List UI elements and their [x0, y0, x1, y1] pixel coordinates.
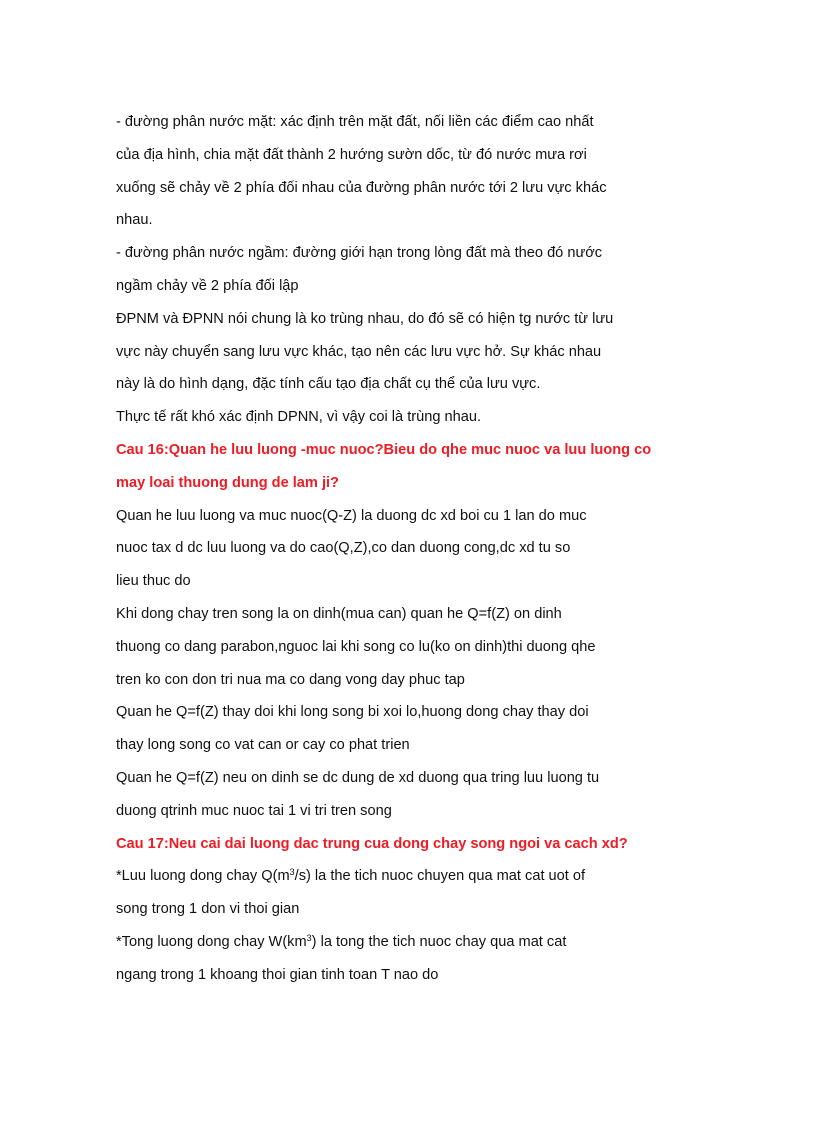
text-segment: ) la tong the tich nuoc chay qua mat cat	[311, 933, 567, 950]
document-page	[116, 111, 696, 997]
text-line: duong qtrinh muc nuoc tai 1 vi tri tren song	[116, 802, 392, 819]
text-line: Quan he Q=f(Z) neu on dinh se dc dung de xd duong qua tring luu luong tu	[116, 769, 600, 786]
question-17-heading: Cau 17:Neu cai dai luong dac trung cua dong chay song ngoi va cach xd?	[116, 835, 628, 852]
text-segment: /s) la the tich nuoc chuyen qua mat cat uot of	[294, 868, 586, 885]
text-line: ĐPNM và ĐPNN nói chung là ko trùng nhau, do đó sẽ có hiện tg nước từ lưu	[116, 310, 614, 327]
text-line: tren ko con don tri nua ma co dang vong day phuc tap	[116, 671, 465, 688]
text-line: này là do hình dạng, đặc tính cấu tạo địa chất cụ thể của lưu vực.	[116, 376, 541, 393]
text-line: vực này chuyển sang lưu vực khác, tạo nên các lưu vực hở. Sự khác nhau	[116, 343, 602, 360]
text-line: song trong 1 don vi thoi gian	[116, 901, 300, 918]
superscript: 3	[306, 932, 312, 943]
text-line: xuống sẽ chảy về 2 phía đối nhau của đường phân nước tới 2 lưu vực khác	[116, 179, 607, 196]
question-16-heading-cont: may loai thuong dung de lam ji?	[116, 474, 339, 491]
text-segment: *Luu luong dong chay Q(m	[116, 868, 290, 885]
text-line: Quan he luu luong va muc nuoc(Q-Z) la duong dc xd boi cu 1 lan do muc	[116, 507, 587, 524]
text-line: Quan he Q=f(Z) thay doi khi long song bi xoi lo,huong dong chay thay doi	[116, 704, 589, 721]
text-line: Thực tế rất khó xác định DPNN, vì vậy coi là trùng nhau.	[116, 409, 482, 426]
text-segment: *Tong luong dong chay W(km	[116, 933, 307, 950]
text-line: nuoc tax d dc luu luong va do cao(Q,Z),co dan duong cong,dc xd tu so	[116, 540, 571, 557]
text-line-total-volume	[116, 931, 696, 964]
text-line: lieu thuc do	[116, 573, 191, 590]
text-line: của địa hình, chia mặt đất thành 2 hướng sườn dốc, từ đó nước mưa rơi	[116, 146, 587, 163]
text-line: ngầm chảy về 2 phía đối lập	[116, 277, 299, 294]
question-16-heading: Cau 16:Quan he luu luong -muc nuoc?Bieu do qhe muc nuoc va luu luong co	[116, 441, 652, 458]
text-line-flow-rate	[116, 865, 696, 898]
text-line: Khi dong chay tren song la on dinh(mua can) quan he Q=f(Z) on dinh	[116, 605, 562, 622]
text-line: - đường phân nước mặt: xác định trên mặt đất, nối liền các điểm cao nhất	[116, 114, 594, 130]
superscript: 3	[289, 867, 295, 878]
text-line: ngang trong 1 khoang thoi gian tinh toan T nao do	[116, 966, 439, 983]
text-line: - đường phân nước ngầm: đường giới hạn trong lòng đất mà theo đó nước	[116, 245, 603, 262]
text-line: nhau.	[116, 212, 153, 229]
text-line: thuong co dang parabon,nguoc lai khi song co lu(ko on dinh)thi duong qhe	[116, 638, 596, 655]
text-line: thay long song co vat can or cay co phat trien	[116, 737, 410, 754]
